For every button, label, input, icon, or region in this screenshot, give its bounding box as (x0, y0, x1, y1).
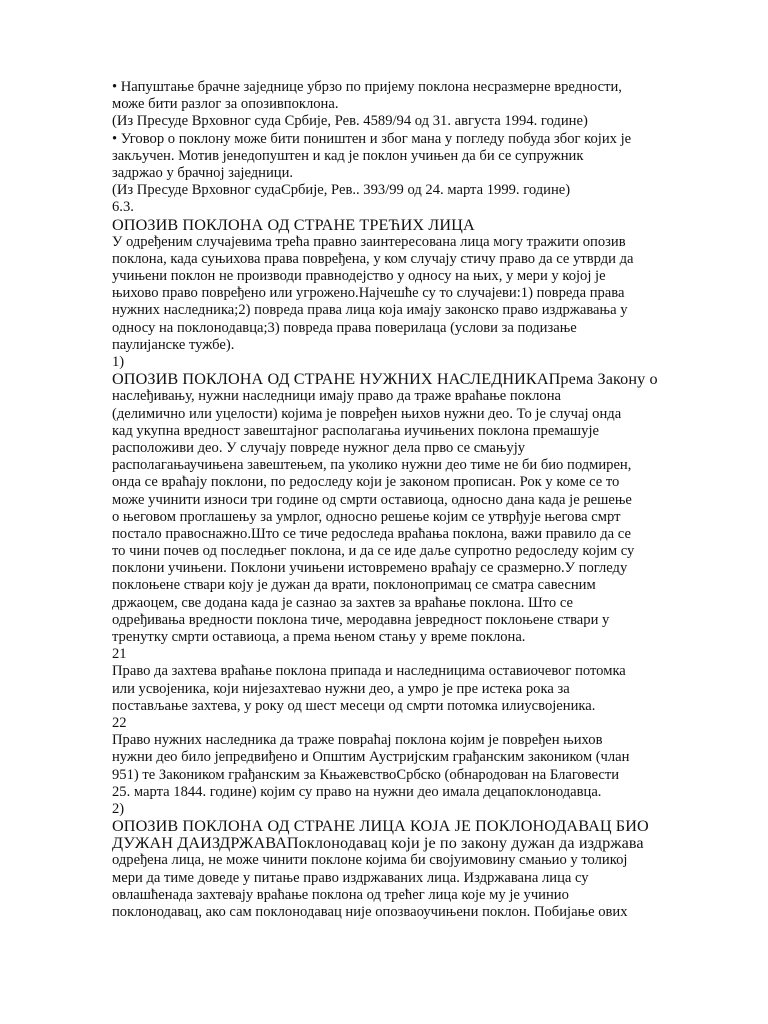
bullet-paragraph-line: • Уговор о поклону може бити поништен и због мана у погледу побуда због којих је (112, 130, 632, 147)
bullet-paragraph-line: задржао у брачној заједници. (112, 164, 294, 181)
bullet-paragraph-line: закључен. Мотив јенедопуштен и кад је поклон учињен да би се супружник (112, 147, 584, 164)
document-page (112, 79, 660, 921)
body-text-line: то чини почев од последњег поклона, и да се иде даље супротно редоследу којим су (112, 543, 635, 560)
body-text-line: учињени поклон не производи правнодејство у односу на њих, у мери у којој је (112, 268, 606, 285)
body-text-line: нужних наследника;2) повреда права лица која имају законско право издржавања у (112, 302, 628, 319)
section-heading: ОПОЗИВ ПОКЛОНА ОД СТРАНЕ ТРЕЋИХ ЛИЦА (112, 215, 475, 234)
bullet-paragraph-line: може бити разлог за опозивпоклона. (112, 96, 339, 113)
body-text-line: располагањаучињена завештењем, па уколико нужни део тиме не би био подмирен, (112, 457, 632, 474)
body-text-line: У одређеним случајевима трећа правно заинтересована лица могу тражити опозив (112, 233, 626, 250)
subsection-heading: ДУЖАН ДАИЗДРЖАВАПоклонодавац који је по закону дужан да издржава (112, 834, 644, 853)
body-text-line: поклонодавац, ако сам поклонодавац није опозваоучињени поклон. Побијање ових (112, 904, 628, 920)
body-text-line: може учинити износи три године од смрти оставиоца, односно дана када је решење (112, 491, 632, 508)
body-text-line: одређивања вредности поклона тиче, меродавна јевредност поклоњене ствари у (112, 611, 610, 628)
footnote-text-line: 951) те Закоником грађанским за КњажевствоСрбско (обнародован на Благовести (112, 766, 620, 783)
bullet-paragraph-line: • Напуштање брачне заједнице убрзо по пријему поклона несразмерне вредности, (112, 79, 622, 95)
body-text-line: поклони учињени. Поклони учињени истовремено враћају се сразмерно.У погледу (112, 560, 628, 577)
body-text-line: постало правоснажно.Што се тиче редоследа враћања поклона, важи правило да се (112, 525, 631, 542)
footnote-number: 22 (112, 714, 127, 731)
body-text-line: мери да тиме доведе у питање право издржаваних лица. Издржавана лица су (112, 869, 589, 886)
body-text-line: њихово право повређено или угрожено.Најчешће су то случајеви:1) повреда права (112, 285, 625, 302)
section-number: 6.3. (112, 199, 134, 216)
body-text-line: онда се враћају поклони, по редоследу који је законом прописан. Рок у коме се то (112, 474, 620, 491)
body-text-line: кад укупна вредност завештајног располагања иучињених поклона премашује (112, 422, 600, 439)
body-text-line: односу на поклонодавца;3) повреда права поверилаца (услови за подизање (112, 319, 577, 336)
footnote-text-line: 25. марта 1844. године) којим су право на нужни део имала децапоклонодавца. (112, 783, 602, 800)
footnote-text-line: Право да захтева враћање поклона припада и наследницима оставиочевог потомка (112, 663, 626, 680)
footnote-number: 21 (112, 646, 127, 663)
footnote-text-line: или усвојеника, који нијезахтевао нужни део, а умро је пре истека рока за (112, 680, 570, 697)
subsection-heading: ОПОЗИВ ПОКЛОНА ОД СТРАНЕ ЛИЦА КОЈА ЈЕ ПОКЛОНОДАВАЦ БИО (112, 817, 649, 836)
body-text-line: поклоњене ствари коју је дужан да врати, поклонопримац се сматра савесним (112, 577, 596, 594)
body-text-line: овлашћенада захтевају враћање поклона од трећег лица које му је учинио (112, 886, 569, 903)
subsection-number: 1) (112, 354, 125, 370)
subsection-heading: ОПОЗИВ ПОКЛОНА ОД СТРАНЕ НУЖНИХ НАСЛЕДНИКАПрема Закону о (112, 370, 658, 389)
body-text-line: одређена лица, не може чинити поклоне којима би својуимовину смањио у толикој (112, 852, 628, 869)
body-text-line: тренутку смрти оставиоца, а према њеном стању у време поклона. (112, 629, 526, 645)
body-text-line: (делимично или уцелости) којима је повређен њихов нужни део. То је случај онда (112, 405, 622, 422)
footnote-text-line: постављање захтева, у року од шест месеци од смрти потомка илиусвојеника. (112, 697, 596, 714)
citation-line: (Из Пресуде Врховног суда Србије, Рев. 4589/94 од 31. августа 1994. године) (112, 113, 588, 130)
footnote-text-line: Право нужних наследника да траже повраћај поклона којим је повређен њихов (112, 732, 603, 749)
body-text-line: о његовом проглашењу за умрлог, односно решење којим се утврђује његова смрт (112, 508, 621, 525)
footnote-text-line: нужни део било јепредвиђено и Општим Аустријским грађанским закоником (члан (112, 749, 630, 766)
subsection-number: 2) (112, 800, 125, 817)
body-text-line: расположиви део. У случају повреде нужног дела прво се смањују (112, 439, 526, 456)
body-text-line: паулијанске тужбе). (112, 336, 235, 353)
body-text-line: наслеђивању, нужни наследници имају право да траже враћање поклона (112, 388, 561, 405)
body-text-line: држаоцем, све додана када је сазнао за захтев за враћање поклона. Што се (112, 594, 573, 611)
citation-line: (Из Пресуде Врховног судаСрбије, Рев.. 393/99 од 24. марта 1999. године) (112, 182, 571, 199)
body-text-line: поклона, када суњихова права повређена, у ком случају стичу право да се утврди да (112, 250, 634, 267)
